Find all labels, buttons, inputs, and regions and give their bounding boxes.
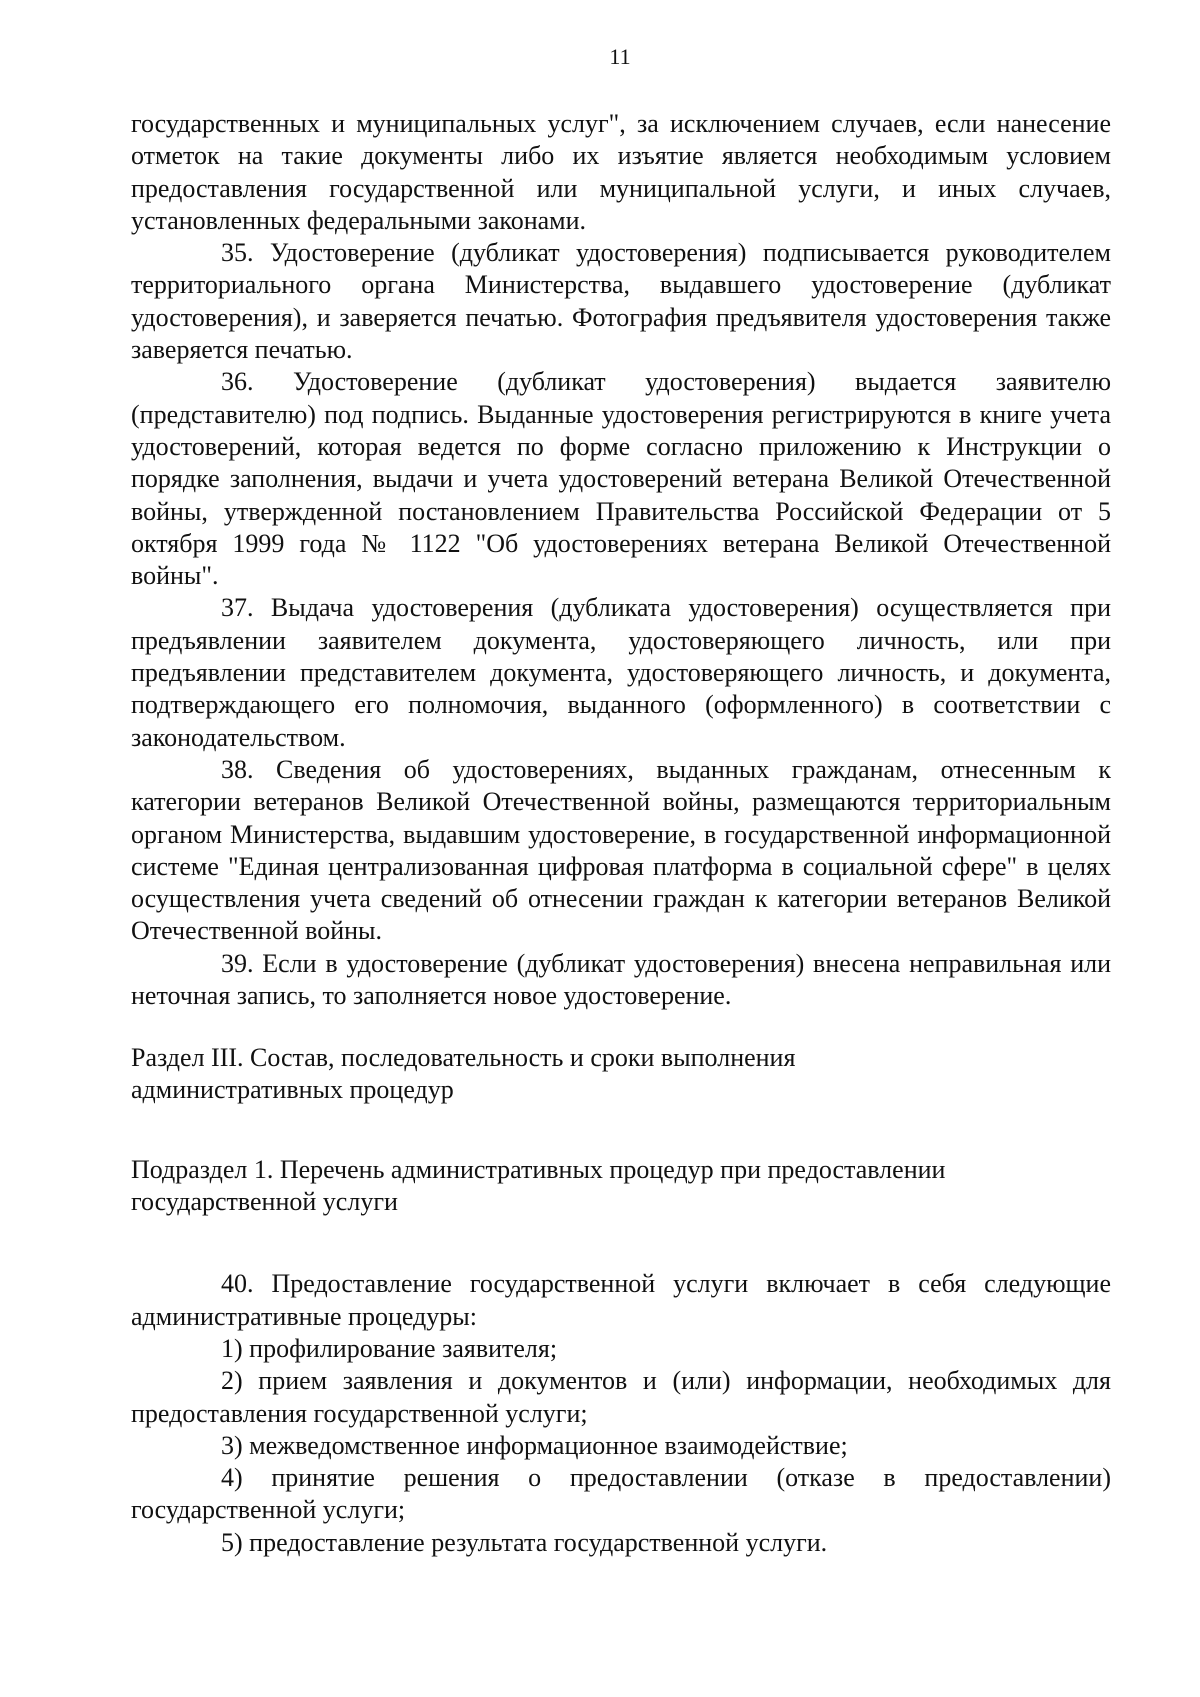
- paragraph-continuation: государственных и муниципальных услуг", за исключением случаев, если нанесение отметок на такие документы либо их изъятие является необходимым условием предоставления государственной или муниципальной услуги, и иных случаев, установленных федеральными законами.: [131, 109, 1111, 235]
- list-item-procedure-5: 5) предоставление результата государственной услуги.: [221, 1527, 828, 1557]
- section-heading: [131, 1042, 1111, 1106]
- subsection-heading-line-1: Подраздел 1. Перечень административных процедур при предоставлении: [131, 1155, 946, 1185]
- paragraph-40: 40. Предоставление государственной услуги включает в себя следующие административные процедуры:: [131, 1269, 1111, 1331]
- list-item-procedure-3: 3) межведомственное информационное взаимодействие;: [221, 1430, 848, 1460]
- section-heading-line-1: Раздел III. Состав, последовательность и сроки выполнения: [131, 1043, 796, 1073]
- list-item-procedure-4: 4) принятие решения о предоставлении (отказе в предоставлении) государственной услуги;: [131, 1463, 1111, 1525]
- paragraph-39: 39. Если в удостоверение (дубликат удостоверения) внесена неправильная или неточная запись, то заполняется новое удостоверение.: [131, 948, 1111, 1011]
- page-number: 11: [609, 44, 631, 69]
- subsection-heading: [131, 1154, 1111, 1218]
- paragraph-35: 35. Удостоверение (дубликат удостоверения) подписывается руководителем территориального органа Министерства, выдавшего удостоверение (дубликат удостоверения), и заверяется печатью. Фотография предъявителя удостоверения также заверяется печатью.: [131, 238, 1111, 365]
- section-heading-line-2: административных процедур: [131, 1075, 454, 1105]
- list-item-procedure-2: 2) прием заявления и документов и (или) информации, необходимых для предоставления государственной услуги;: [131, 1366, 1111, 1428]
- subsection-heading-line-2: государственной услуги: [131, 1187, 398, 1217]
- paragraph-36: 36. Удостоверение (дубликат удостоверения) выдается заявителю (представителю) под подпись. Выданные удостоверения регистрируются в книге учета удостоверений, которая ведется по форме согласно приложению к Инструкции о порядке заполнения, выдачи и учета удостоверений ветерана Великой Отечественной войны, утвержденной постановлением Правительства Российской Федерации от 5 октября 1999 года № 1122 "Об удостоверениях ветерана Великой Отечественной войны".: [131, 367, 1111, 591]
- list-item-procedure-1: 1) профилирование заявителя;: [221, 1333, 558, 1363]
- document-body: [131, 108, 1111, 1559]
- paragraph-37: 37. Выдача удостоверения (дубликата удостоверения) осуществляется при предъявлении заявителем документа, удостоверяющего личность, или при предъявлении представителем документа, удостоверяющего личность, и документа, подтверждающего его полномочия, выданного (оформленного) в соответствии с законодательством.: [131, 593, 1111, 752]
- paragraph-38: 38. Сведения об удостоверениях, выданных гражданам, отнесенным к категории ветеранов Великой Отечественной войны, размещаются территориальным органом Министерства, выдавшим удостоверение, в государственной информационной системе "Единая централизованная цифровая платформа в социальной сфере" в целях осуществления учета сведений об отнесении граждан к категории ветеранов Великой Отечественной войны.: [131, 754, 1111, 946]
